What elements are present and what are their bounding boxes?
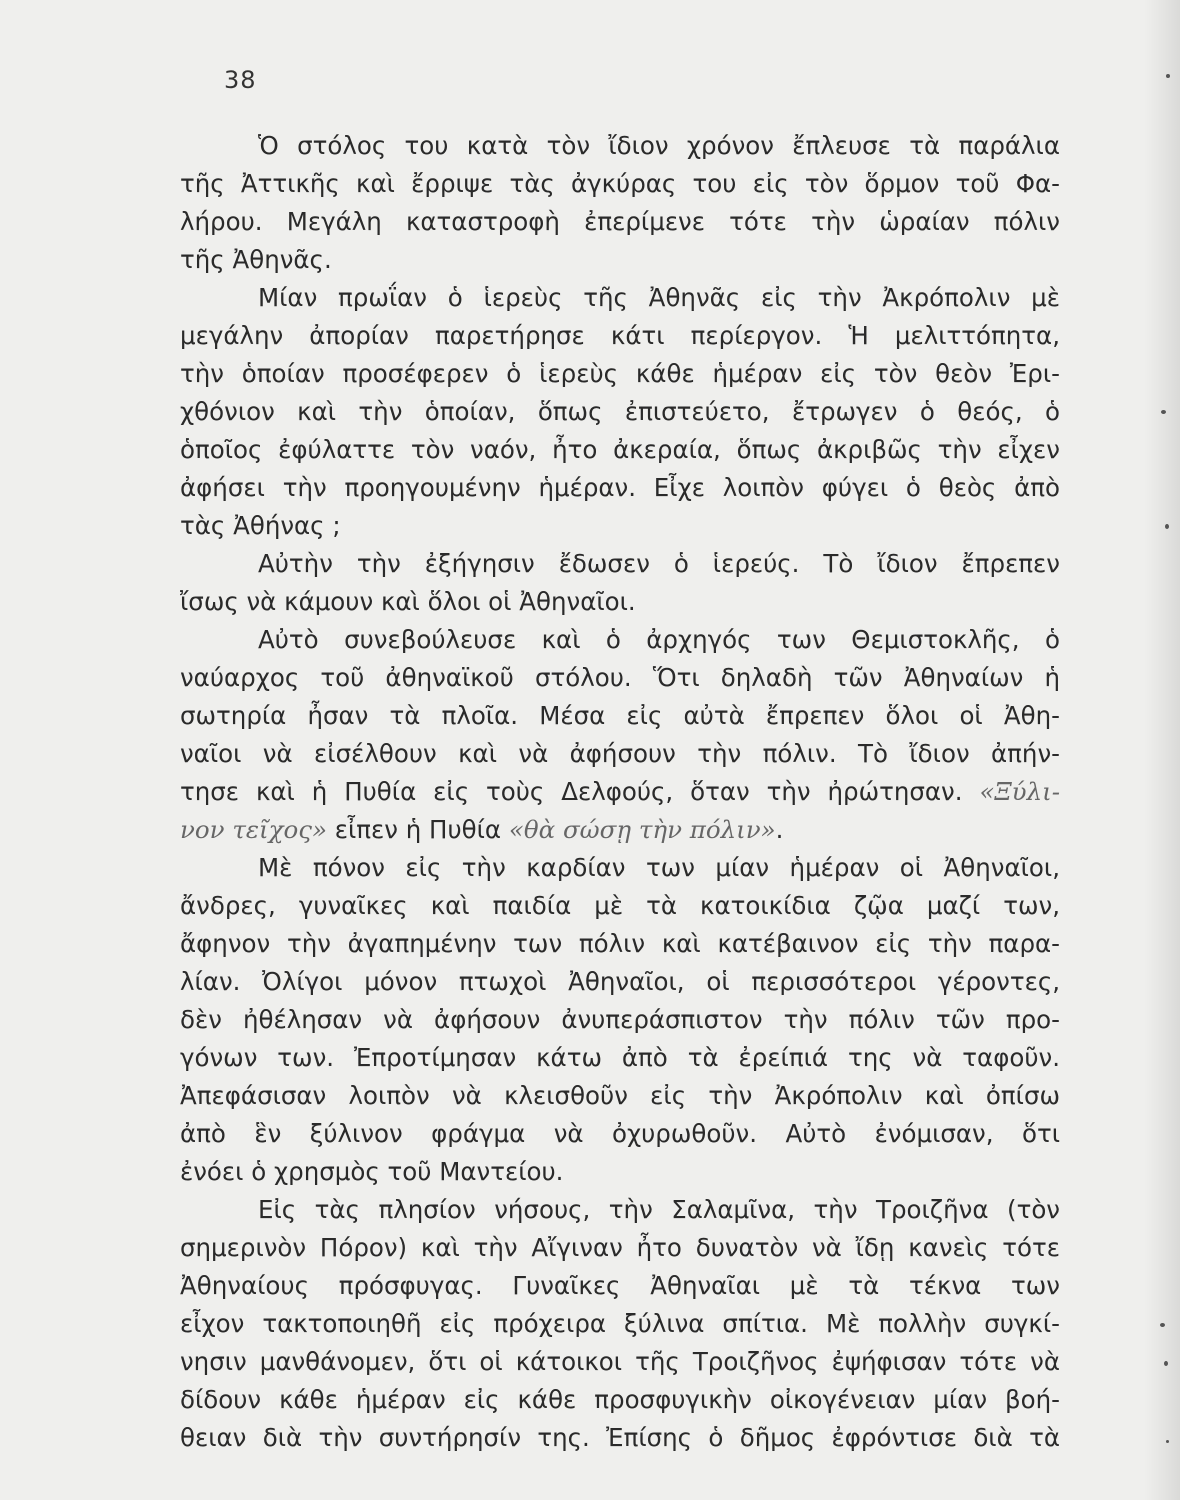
text-segment: . xyxy=(775,815,784,844)
text-line: ἄνδρες, γυναῖκες καὶ παιδία μὲ τὰ κατοικίδια ζῷα μαζί των, xyxy=(180,891,1060,920)
page-number: 38 xyxy=(224,66,257,94)
text-line: Ὁ στόλος του κατὰ τὸν ἴδιον χρόνον ἔπλευσε τὰ παράλια xyxy=(258,131,1060,160)
text-line xyxy=(180,773,1060,811)
body-text xyxy=(180,127,1060,1457)
text-line: Αὐτὴν τὴν ἐξήγησιν ἔδωσεν ὁ ἱερεύς. Τὸ ἴδιον ἔπρεπεν xyxy=(258,549,1060,578)
text-line: μεγάλην ἀπορίαν παρετήρησε κάτι περίεργον. Ἡ μελιττόπητα, xyxy=(180,321,1060,350)
text-line: ναύαρχος τοῦ ἀθηναϊκοῦ στόλου. Ὅτι δηλαδὴ τῶν Ἀθηναίων ἡ xyxy=(180,663,1060,692)
text-line: ἐνόει ὁ χρησμὸς τοῦ Μαντείου. xyxy=(180,1157,564,1186)
text-line: θειαν διὰ τὴν συντήρησίν της. Ἐπίσης ὁ δῆμος ἐφρόντισε διὰ τὰ xyxy=(180,1423,1060,1452)
text-line: ἄφηνον τὴν ἀγαπημένην των πόλιν καὶ κατέβαινον εἰς τὴν παρα- xyxy=(180,929,1060,958)
oracle-quote: «Ξύλι- xyxy=(979,777,1060,806)
text-line: ἀπὸ ἓν ξύλινον φράγμα νὰ ὀχυρωθοῦν. Αὐτὸ ἐνόμισαν, ὅτι xyxy=(180,1119,1060,1148)
text-line: χθόνιον καὶ τὴν ὁποίαν, ὅπως ἐπιστεύετο, ἔτρωγεν ὁ θεός, ὁ xyxy=(180,397,1060,426)
text-line: δίδουν κάθε ἡμέραν εἰς κάθε προσφυγικὴν οἰκογένειαν μίαν βοή- xyxy=(180,1385,1060,1414)
text-line xyxy=(180,811,1060,849)
text-line: δὲν ἠθέλησαν νὰ ἀφήσουν ἀνυπεράσπιστον τὴν πόλιν τῶν προ- xyxy=(180,1005,1060,1034)
scan-speck xyxy=(1161,410,1166,414)
text-line: νησιν μανθάνομεν, ὅτι οἱ κάτοικοι τῆς Τροιζῆνος ἐψήφισαν τότε νὰ xyxy=(180,1347,1060,1376)
text-line: ναῖοι νὰ εἰσέλθουν καὶ νὰ ἀφήσουν τὴν πόλιν. Τὸ ἴδιον ἀπήν- xyxy=(180,739,1060,768)
oracle-quote: νον τεῖχος» xyxy=(180,815,327,844)
scan-speck xyxy=(1165,524,1169,529)
scan-speck xyxy=(1160,1323,1165,1327)
scan-speck xyxy=(1164,1361,1168,1366)
text-line: σωτηρία ἦσαν τὰ πλοῖα. Μέσα εἰς αὐτὰ ἔπρεπεν ὅλοι οἱ Ἀθη- xyxy=(180,701,1060,730)
text-segment: τησε καὶ ἡ Πυθία εἰς τοὺς Δελφούς, ὅταν τὴν ἠρώτησαν. xyxy=(180,777,963,806)
scan-speck xyxy=(1166,74,1170,78)
text-line: τῆς Ἀττικῆς καὶ ἔρριψε τὰς ἀγκύρας του εἰς τὸν ὅρμον τοῦ Φα- xyxy=(180,169,1060,198)
text-line: Ἀθηναίους πρόσφυγας. Γυναῖκες Ἀθηναῖαι μὲ τὰ τέκνα των xyxy=(180,1271,1060,1300)
text-line: Ἀπεφάσισαν λοιπὸν νὰ κλεισθοῦν εἰς τὴν Ἀκρόπολιν καὶ ὀπίσω xyxy=(180,1081,1060,1110)
page-edge-shadow xyxy=(1144,0,1180,1500)
text-line: Μίαν πρωΐαν ὁ ἱερεὺς τῆς Ἀθηνᾶς εἰς τὴν Ἀκρόπολιν μὲ xyxy=(258,283,1060,312)
text-line: τὴν ὁποίαν προσέφερεν ὁ ἱερεὺς κάθε ἡμέραν εἰς τὸν θεὸν Ἐρι- xyxy=(180,359,1060,388)
oracle-quote: «θὰ σώσῃ τὴν πόλιν» xyxy=(508,815,776,844)
text-line: ὁποῖος ἐφύλαττε τὸν ναόν, ἦτο ἀκεραία, ὅπως ἀκριβῶς τὴν εἶχεν xyxy=(180,435,1060,464)
text-line: ἀφήσει τὴν προηγουμένην ἡμέραν. Εἶχε λοιπὸν φύγει ὁ θεὸς ἀπὸ xyxy=(180,473,1060,502)
scan-speck xyxy=(1166,1440,1169,1443)
text-line: Εἰς τὰς πλησίον νήσους, τὴν Σαλαμῖνα, τὴν Τροιζῆνα (τὸν xyxy=(258,1195,1060,1224)
text-line: Μὲ πόνον εἰς τὴν καρδίαν των μίαν ἡμέραν οἱ Ἀθηναῖοι, xyxy=(258,853,1060,882)
text-line: ἴσως νὰ κάμουν καὶ ὅλοι οἱ Ἀθηναῖοι. xyxy=(180,587,636,616)
text-segment: εἶπεν ἡ Πυθία xyxy=(326,815,509,844)
text-line: εἶχον τακτοποιηθῆ εἰς πρόχειρα ξύλινα σπίτια. Μὲ πολλὴν συγκί- xyxy=(180,1309,1060,1338)
text-line: λίαν. Ὀλίγοι μόνον πτωχοὶ Ἀθηναῖοι, οἱ περισσότεροι γέροντες, xyxy=(180,967,1060,996)
text-line: γόνων των. Ἐπροτίμησαν κάτω ἀπὸ τὰ ἐρείπιά της νὰ ταφοῦν. xyxy=(180,1043,1060,1072)
text-line: τὰς Ἀθήνας ; xyxy=(180,511,341,540)
text-line: τῆς Ἀθηνᾶς. xyxy=(180,245,332,274)
text-line: λήρου. Μεγάλη καταστροφὴ ἐπερίμενε τότε τὴν ὡραίαν πόλιν xyxy=(180,207,1060,236)
text-line: σημερινὸν Πόρον) καὶ τὴν Αἴγιναν ἦτο δυνατὸν νὰ ἴδῃ κανεὶς τότε xyxy=(180,1233,1060,1262)
text-line: Αὐτὸ συνεβούλευσε καὶ ὁ ἀρχηγός των Θεμιστοκλῆς, ὁ xyxy=(258,625,1060,654)
